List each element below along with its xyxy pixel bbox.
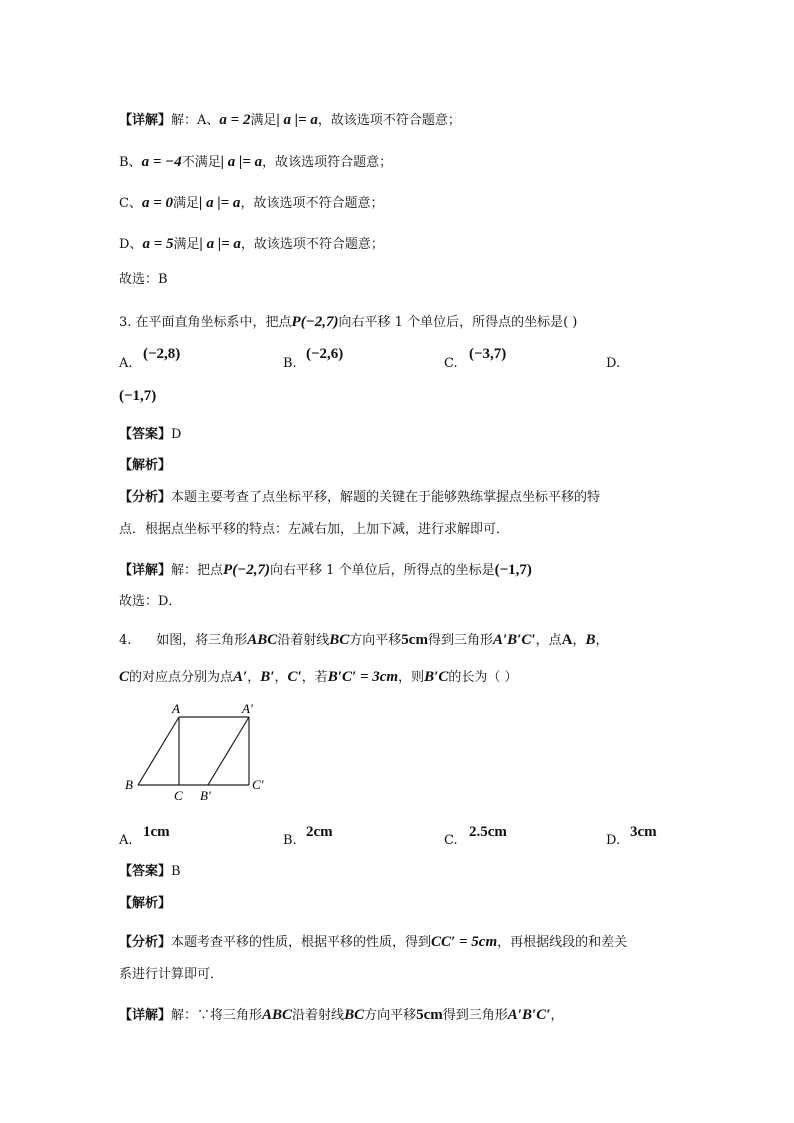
math: | a |= a [199,195,241,211]
text: ，故该选项不符合题意； [240,237,384,252]
q4-option-c-value: 2.5cm [469,824,507,840]
math: a = 5 [142,236,174,252]
q4-analysis-label: 【解析】 [119,896,172,911]
question-4-stem-line-2 [119,667,518,688]
q4-option-d-value: 3cm [630,824,657,840]
text: 3. 在平面直角坐标系中，把点 [119,315,292,330]
text: ， [550,1008,564,1023]
math: | a |= a [276,112,318,128]
math: A [561,632,573,648]
answer-label: 【答案】 [119,864,172,879]
text: 方向平移 [364,1008,417,1023]
math: | a |= a [199,236,241,252]
text: ，则 [398,670,425,685]
detail-line-a [119,110,461,131]
text: 得到三角形 [442,1008,508,1023]
q4-option-a-letter: A. [119,833,133,848]
math: B′C [424,669,449,685]
math: B′ [260,669,275,685]
text: ，故该选项符合题意； [262,155,393,170]
q3-option-b-letter: B. [283,356,297,371]
math: a = −4 [141,154,182,170]
text: C、 [119,196,142,211]
question-4-stem-line-1 [119,630,609,651]
text: 沿着射线 [277,633,330,648]
detail-label: 【详解】 [119,1008,172,1023]
q4-option-b-letter: B. [283,833,297,848]
q3-option-b-value: (−2,6) [306,346,344,362]
math: A′B′C′ [492,632,536,648]
text: 沿着射线 [292,1008,345,1023]
q3-fenxi-line-1 [119,488,600,508]
text: 解：把点 [171,563,224,578]
text: ，点 [535,633,562,648]
text: ， [572,633,586,648]
text: 得到三角形 [427,633,493,648]
math: B′C′ = 3cm [327,669,399,685]
q3-fenxi-line-2: 点．根据点坐标平移的特点：左减右加，上加下减，进行求解即可． [119,522,510,537]
text: 的长为（ ） [448,670,518,685]
detail-line-d [119,234,384,255]
q3-analysis-label: 【解析】 [119,458,172,473]
text: 向右平移 1 个单位后，所得点的坐标是 [270,563,495,578]
text: 解：A、 [171,113,220,128]
q4-fenxi-line-1 [119,932,627,953]
label-b: B [125,777,133,792]
text: 的对应点分别为点 [129,670,234,685]
q4-answer [119,862,181,882]
fenxi-label: 【分析】 [119,935,172,950]
text: 解：∵将三角形 [171,1008,263,1023]
answer-label: 【答案】 [119,427,172,442]
math: P(−2,7) [223,562,271,578]
label-b-prime: B′ [200,788,211,803]
math: A′ [233,669,248,685]
question-3-stem [119,312,577,333]
detail-label: 【详解】 [119,563,172,578]
math: | a |= a [220,154,263,170]
detail-label: 【详解】 [119,113,172,128]
q3-option-c-letter: C. [444,356,458,371]
q3-option-a-letter: A. [119,356,133,371]
math: a = 0 [141,195,174,211]
q4-option-a-value: 1cm [143,824,170,840]
text: 向右平移 1 个单位后，所得点的坐标是( ) [338,315,578,330]
text: 如图，将三角形 [156,633,248,648]
q4-option-c-letter: C. [444,833,458,848]
math: 5cm [401,632,428,648]
math: C′ [287,669,302,685]
q4-option-d-letter: D. [606,833,621,848]
text: ，故该选项不符合题意； [317,113,461,128]
text: D、 [119,237,143,252]
text: 不满足 [181,155,221,170]
text: ，故该选项不符合题意； [240,196,384,211]
label-a: A [172,701,180,716]
text: 方向平移 [349,633,402,648]
choice-q2: 故选：B [119,272,168,287]
text: 满足 [173,196,200,211]
q4-option-b-value: 2cm [306,824,333,840]
q3-option-a-value: (−2,8) [143,346,181,362]
q4-fenxi-line-2: 系进行计算即可． [119,967,224,982]
label-c: C [174,788,183,803]
text: 满足 [250,113,277,128]
math: ABC [247,632,278,648]
q3-option-c-value: (−3,7) [469,346,507,362]
math: A′B′C′ [507,1007,551,1023]
math: BC [344,1007,365,1023]
question-number: 4. [119,633,132,648]
text: 本题考查平移的性质，根据平移的性质，得到 [171,935,432,950]
detail-line-b [119,152,392,173]
q3-option-d-value: (−1,7) [119,388,157,404]
text: B、 [119,155,142,170]
label-a-prime: A′ [242,701,253,716]
math: a = 2 [219,112,251,128]
segment-a2b2 [208,717,249,785]
q3-choice: 故选：D． [119,594,182,609]
detail-line-c [119,193,383,214]
fenxi-label: 【分析】 [119,490,172,505]
text: 满足 [173,237,200,252]
answer-value: D [171,427,182,442]
text: ， [595,633,609,648]
segment-ab [138,717,179,785]
math: (−1,7) [494,562,532,578]
math: BC [329,632,350,648]
math: P(−2,7) [291,314,339,330]
text: ，再根据线段的和差关 [497,935,628,950]
label-c-prime: C′ [252,777,264,792]
text: ， [274,670,288,685]
math: ABC [262,1007,293,1023]
math: C [119,669,130,685]
q3-option-d-letter: D. [606,356,621,371]
text: ，若 [301,670,328,685]
q3-answer [119,425,181,445]
math: 5cm [416,1007,443,1023]
math: CC′ = 5cm [431,934,498,950]
q4-detail [119,1005,563,1026]
text: ， [247,670,261,685]
answer-value: B [171,864,181,879]
math: B [585,632,596,648]
q3-detail [119,560,532,581]
text: 本题主要考查了点坐标平移，解题的关键在于能够熟练掌握点坐标平移的特 [171,490,601,505]
